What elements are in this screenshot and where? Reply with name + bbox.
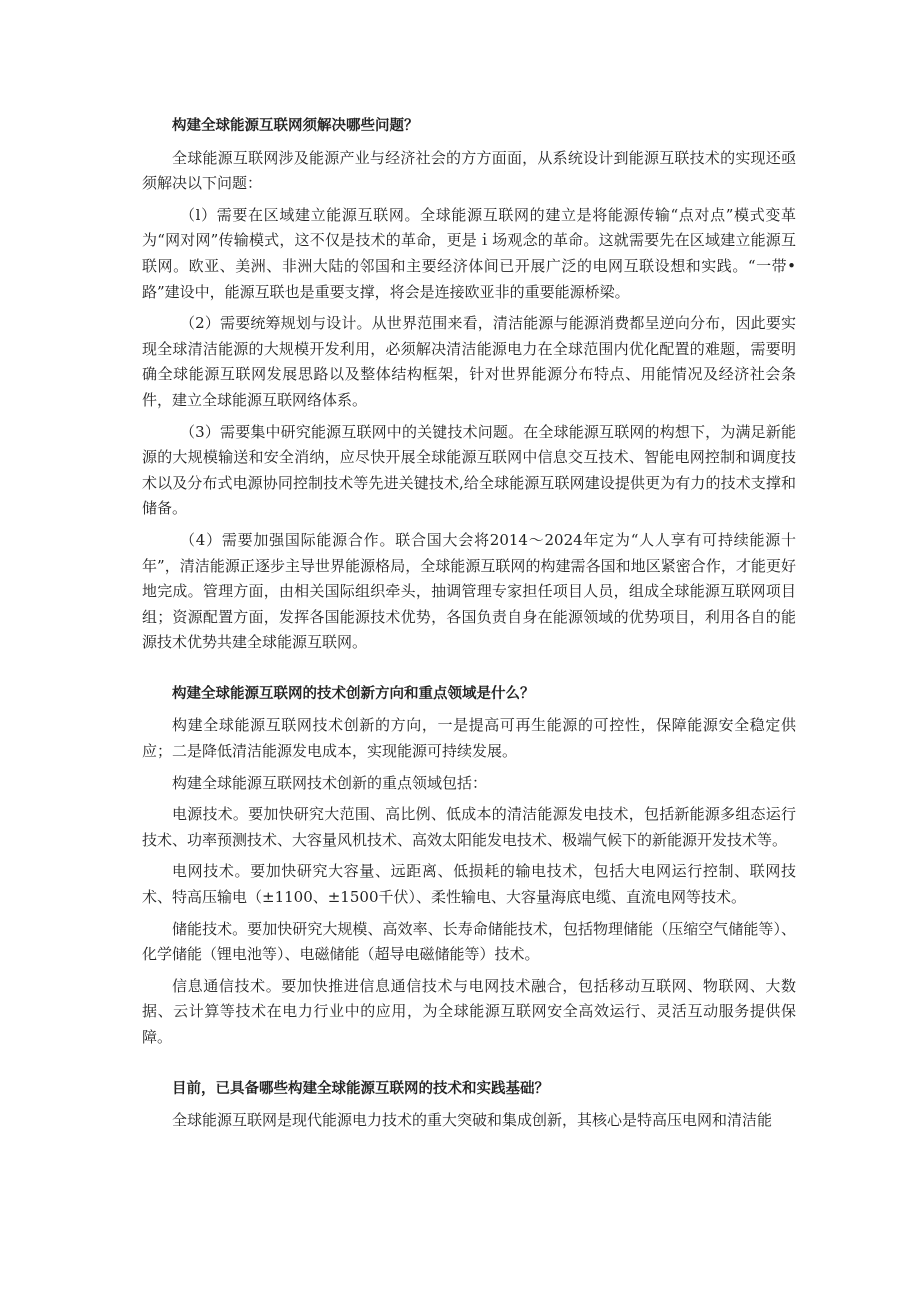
- paragraph: 电源技术。要加快研究大范围、高比例、低成本的清洁能源发电技术，包括新能源多组态运行技术、功率预测技术、大容量风机技术、高效太阳能发电技术、极端气候下的新能源开发技术等。: [142, 805, 796, 849]
- paragraph: 全球能源互联网涉及能源产业与经济社会的方方面面，从系统设计到能源互联技术的实现还亟须解决以下问题：: [142, 148, 796, 193]
- paragraph: 构建全球能源互联网技术创新的方向，一是提高可再生能源的可控性，保障能源安全稳定供应；二是降低清洁能源发电成本，实现能源可持续发展。: [142, 716, 796, 761]
- paragraph: （2）需要统筹规划与设计。从世界范围来看，清洁能源与能源消费都呈逆向分布，因此要实现全球清洁能源的大规模开发利用，必须解决清洁能源电力在全球范围内优化配置的难题，需要明确全球能源互联网发展思路以及整体结构框架，针对世界能源分布特点、用能情况及经济社会条件，建立全球能源互联网络体系。: [142, 314, 796, 409]
- paragraph: 构建全球能源互联网技术创新的重点领域包括：: [172, 773, 488, 792]
- paragraph: 全球能源互联网是现代能源电力技术的重大突破和集成创新，其核心是特高压电网和清洁能: [172, 1111, 773, 1130]
- paragraph: 储能技术。要加快研究大规模、高效率、长寿命储能技术，包括物理储能（压缩空气储能等）、化学储能（锂电池等）、电磁储能（超导电磁储能等）技术。: [142, 919, 796, 964]
- paragraph: （l）需要在区域建立能源互联网。全球能源互联网的建立是将能源传输“点对点”模式变革为“网对网”传输模式，这不仅是技术的革命，更是ｉ场观念的革命。这就需要先在区域建立能源互联网。欧亚、美洲、非洲大陆的邻国和主要经济体间已开展广泛的电网互联设想和实践。“一带•路”建设中，能源互联也是重要支撑，将会是连接欧亚非的重要能源桥梁。: [142, 205, 796, 301]
- paragraph: 信息通信技术。要加快推进信息通信技术与电网技术融合，包括移动互联网、物联网、大数据、云计算等技术在电力行业中的应用，为全球能源互联网安全高效运行、灵活互动服务提供保障。: [142, 976, 796, 1046]
- paragraph: （3）需要集中研究能源互联网中的关键技术问题。在全球能源互联网的构想下，为满足新能源的大规模输送和安全消纳，应尽快开展全球能源互联网中信息交互技术、智能电网控制和调度技术以及分布式电源协同控制技术等先进关键技术,给全球能源互联网建设提供更为有力的技术支撑和储备。: [142, 422, 796, 518]
- section-heading-foundation: 目前，已具备哪些构建全球能源互联网的技术和实践基础？: [172, 1080, 549, 1097]
- paragraph: （4）需要加强国际能源合作。联合国大会将2014～2024年定为“人人享有可持续能源十年”，清洁能源正逐步主导世界能源格局，全球能源互联网的构建需各国和地区紧密合作，才能更好地完成。管理方面，由相关国际组织牵头，抽调管理专家担任项目人员，组成全球能源互联网项目组；资源配置方面，发挥各国能源技术优势，各国负责自身在能源领域的优势项目，利用各自的能源技术优势共建全球能源互联网。: [142, 530, 796, 652]
- section-heading-problems: 构建全球能源互联网须解决哪些问题？: [172, 118, 419, 134]
- section-heading-innovation: 构建全球能源互联网的技术创新方向和重点领域是什么？: [172, 685, 535, 702]
- paragraph: 电网技术。要加快研究大容量、远距离、低损耗的输电技术，包括大电网运行控制、联网技术、特高压输电（±1100、±1500千伏）、柔性输电、大容量海底电缆、直流电网等技术。: [142, 862, 796, 907]
